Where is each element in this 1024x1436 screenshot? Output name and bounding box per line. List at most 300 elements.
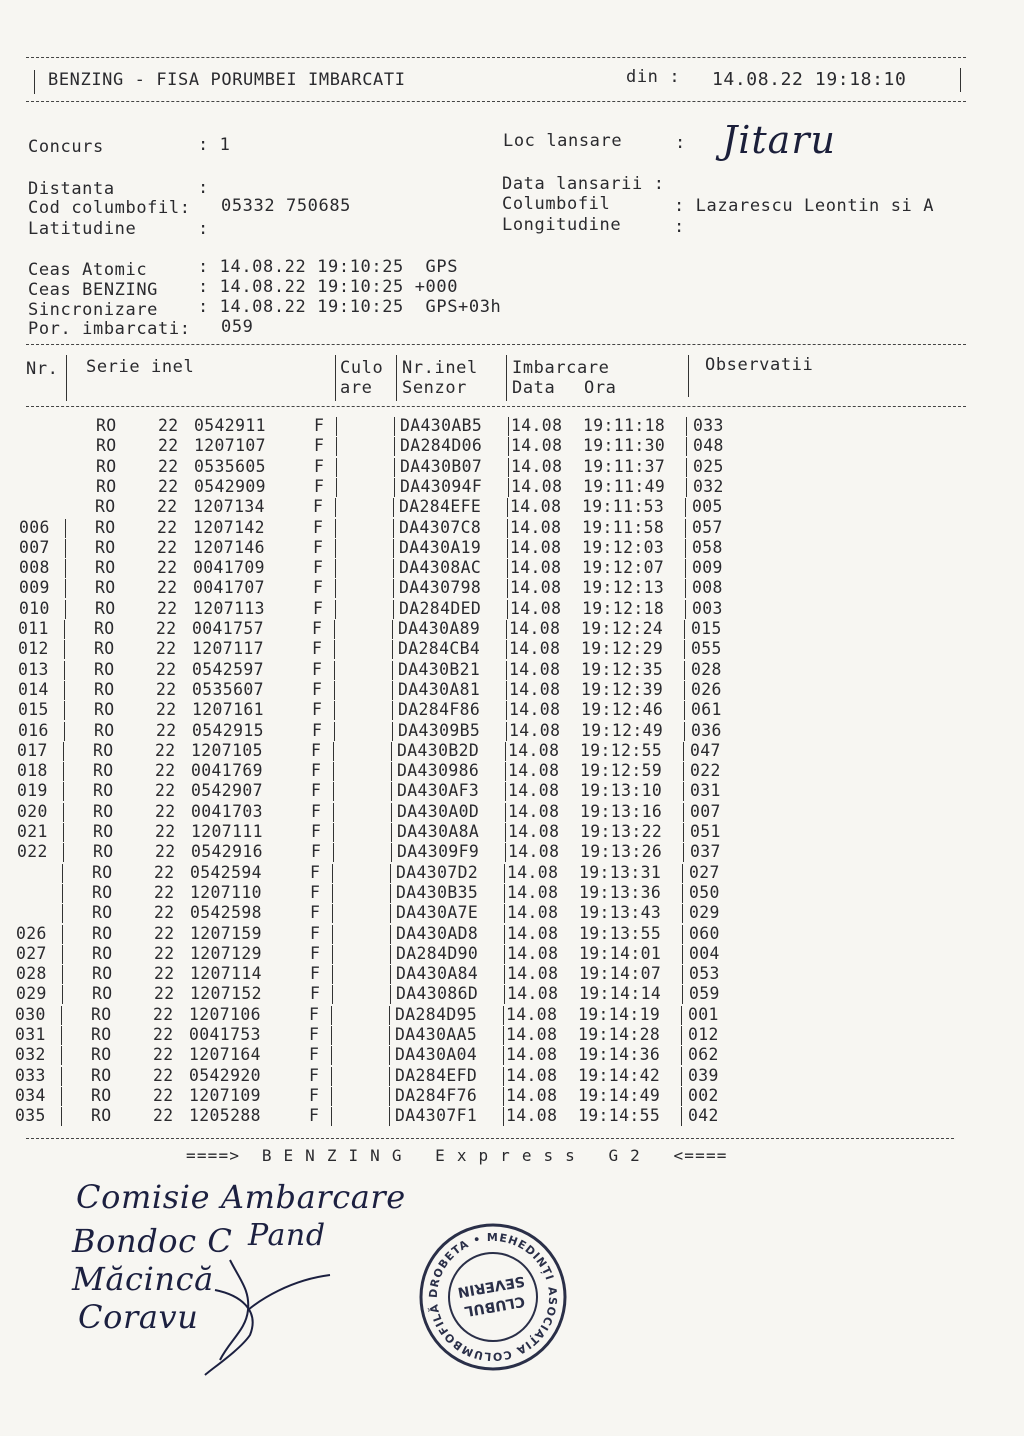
row-date: 14.08 [509,659,561,679]
row-year: 22 [154,923,175,943]
row-nr: 018 [17,761,48,781]
row-time: 19:14:19 [578,1004,661,1024]
obs-sep [686,458,687,477]
sensor-sep [393,498,394,517]
row-ring: 0542597 [192,659,264,679]
table-row [0,457,1024,477]
row-sensor: DA430A19 [399,537,482,557]
culo-sep [333,803,334,822]
row-country: RO [96,416,117,435]
ceas-atomic-value: : 14.08.22 19:10:25 GPS [198,257,459,277]
row-time: 19:13:43 [579,903,662,923]
row-ring: 0535605 [194,456,266,476]
por-imbarcati-label: Por. imbarcati: [28,319,191,339]
row-sensor: DA284D90 [396,943,479,963]
row-sensor: DA284F86 [398,700,481,720]
sensor-sep [391,782,392,801]
culo-sep [335,539,336,558]
obs-sep [683,782,684,801]
sincronizare-label: Sincronizare [28,300,159,320]
row-sensor: DA430B07 [400,456,483,476]
row-date: 14.08 [509,700,561,720]
row-country: RO [96,456,117,476]
culo-sep [333,823,334,842]
sensor-sep [392,722,393,741]
signature-line-commission: Comisie Ambarcare [76,1178,406,1216]
nr-sep [61,1067,62,1086]
longitudine-label: Longitudine [502,215,622,235]
culo-sep [334,722,335,741]
row-country: RO [94,700,115,720]
row-country: RO [92,943,113,963]
obs-sep [684,640,685,659]
row-obs: 027 [689,862,720,882]
culo-sep [332,945,333,964]
row-year: 22 [158,456,179,476]
row-country: RO [95,558,116,578]
row-time: 19:12:13 [582,578,665,598]
row-time: 19:14:55 [578,1106,661,1126]
sensor-sep [392,640,393,659]
col-divider [396,355,397,401]
culo-sep [336,478,337,497]
sensor-sep [390,965,391,984]
culo-sep [331,1026,332,1045]
row-sex: F [310,943,321,963]
row-sex: F [312,720,323,740]
col-nr-header: Nr. [26,359,59,379]
row-time: 19:11:18 [583,416,666,435]
row-nr: 035 [15,1106,46,1126]
row-sensor: DA43086D [396,984,479,1004]
date-sep [507,519,508,538]
nr-sep [61,1006,62,1025]
row-ring: 1207161 [192,700,264,720]
row-country: RO [95,537,116,557]
date-sep [505,843,506,862]
table-row [0,578,1024,598]
row-obs: 039 [688,1065,719,1085]
obs-sep [684,701,685,720]
nr-sep [63,782,64,801]
col-culo-header: Culo [340,358,384,378]
row-ring: 0542911 [194,416,266,435]
obs-sep [683,843,684,862]
row-year: 22 [155,781,176,801]
row-sex: F [314,456,325,476]
sensor-sep [390,985,391,1004]
obs-sep [682,945,683,964]
row-nr: 021 [17,822,48,841]
sensor-sep [389,1107,390,1126]
culo-sep [334,620,335,639]
obs-sep [685,519,686,538]
row-time: 19:12:49 [581,720,664,740]
culo-sep [331,1107,332,1126]
row-time: 19:12:03 [582,537,665,557]
stamp-circle-icon [406,1210,580,1384]
table-row [0,518,1024,538]
row-date: 14.08 [507,964,559,984]
row-year: 22 [156,659,177,679]
culo-sep [336,437,337,456]
row-ring: 0535607 [192,679,264,699]
row-time: 19:12:18 [582,598,665,618]
por-imbarcati-value: 059 [221,317,254,337]
date-sep [508,478,509,497]
row-date: 14.08 [506,1106,558,1126]
row-nr: 006 [19,517,50,537]
row-sensor: DA430B21 [398,659,481,679]
nr-sep [63,823,64,842]
table-row [0,822,1024,842]
row-year: 22 [154,882,175,902]
nr-sep [65,539,66,558]
row-time: 19:11:53 [582,497,665,517]
stamp-inner-line2: SEVERIN [456,1272,526,1300]
sensor-sep [392,701,393,720]
row-nr: 027 [16,943,47,963]
row-ring: 1207114 [190,964,262,984]
nr-sep [64,681,65,700]
obs-sep [681,1046,682,1065]
row-sensor: DA430A8A [397,822,480,841]
culo-sep [332,965,333,984]
signature-line-coravu: Coravu [78,1298,199,1336]
row-sensor: DA430A7E [396,903,479,923]
col-imbarcare-header: Imbarcare [512,358,610,378]
row-year: 22 [155,842,176,862]
row-country: RO [92,903,113,923]
row-date: 14.08 [509,720,561,740]
table-row [0,497,1024,517]
row-sex: F [311,842,322,862]
culo-sep [332,985,333,1004]
sensor-sep [394,478,395,497]
sensor-sep [391,762,392,781]
row-nr: 010 [19,598,50,618]
nr-sep [63,843,64,862]
table-row [0,924,1024,944]
row-nr: 017 [17,740,48,760]
sensor-sep [394,437,395,456]
row-sex: F [311,801,322,821]
row-date: 14.08 [507,943,559,963]
footer-banner: ====> B E N Z I N G E x p r e s s G 2 <==== [186,1146,728,1165]
row-obs: 004 [689,943,720,963]
date-sep [504,925,505,944]
sensor-sep [393,539,394,558]
culo-sep [336,458,337,477]
date-sep [504,884,505,903]
obs-sep [681,1067,682,1086]
nr-sep [64,640,65,659]
sensor-sep [391,843,392,862]
row-time: 19:14:01 [579,943,662,963]
row-ring: 0542915 [192,720,264,740]
signature-line-bondoc: Bondoc C [72,1222,233,1260]
date-sep [503,1006,504,1025]
table-row [0,599,1024,619]
row-time: 19:14:42 [578,1065,661,1085]
row-nr: 008 [19,558,50,578]
row-sensor: DA430A0D [397,801,480,821]
nr-sep [62,945,63,964]
table-row [0,619,1024,639]
row-sex: F [311,740,322,760]
row-sex: F [313,517,324,537]
row-time: 19:12:35 [581,659,664,679]
row-year: 22 [155,822,176,841]
row-sex: F [310,862,321,882]
row-sex: F [312,679,323,699]
columbofil-label: Columbofil [502,194,611,214]
row-sex: F [311,761,322,781]
row-ring: 0041757 [192,619,264,638]
table-row [0,416,1024,436]
row-date: 14.08 [507,923,559,943]
row-country: RO [91,1085,112,1105]
row-ring: 0542907 [191,781,263,801]
row-year: 22 [157,537,178,557]
row-obs: 029 [689,903,720,923]
date-sep [505,803,506,822]
row-sensor: DA430AB5 [400,416,483,435]
row-year: 22 [154,862,175,882]
table-row [0,558,1024,578]
row-country: RO [95,598,116,618]
culo-sep [335,600,336,619]
sensor-sep [393,579,394,598]
row-nr: 019 [17,781,48,801]
row-country: RO [95,578,116,598]
obs-sep [681,1026,682,1045]
table-row [0,944,1024,964]
obs-sep [685,579,686,598]
sensor-sep [392,681,393,700]
row-year: 22 [153,1045,174,1065]
row-sex: F [311,781,322,801]
row-date: 14.08 [509,679,561,699]
row-nr: 026 [16,923,47,943]
row-country: RO [95,497,116,517]
row-time: 19:14:07 [579,964,662,984]
row-time: 19:11:30 [583,436,666,456]
row-sensor: DA430986 [397,761,480,781]
row-ring: 1207113 [193,598,265,618]
header-right-bar [960,68,961,92]
row-sex: F [309,1065,320,1085]
row-sensor: DA430798 [399,578,482,598]
distanta-label: Distanta [28,179,115,199]
sensor-sep [389,1026,390,1045]
row-time: 19:11:58 [582,517,665,537]
row-time: 19:14:36 [578,1045,661,1065]
table-row [0,639,1024,659]
row-nr: 028 [16,964,47,984]
row-nr: 009 [19,578,50,598]
row-obs: 007 [690,801,721,821]
row-country: RO [93,822,114,841]
row-time: 19:13:22 [580,822,663,841]
row-date: 14.08 [506,1065,558,1085]
row-obs: 050 [689,882,720,902]
row-sensor: DA430A84 [396,964,479,984]
sensor-sep [390,864,391,883]
row-obs: 057 [692,517,723,537]
row-sex: F [311,822,322,841]
nr-sep [61,1087,62,1106]
row-year: 22 [154,943,175,963]
row-date: 14.08 [509,639,561,659]
row-year: 22 [156,679,177,699]
nr-sep [64,661,65,680]
table-row [0,1086,1024,1106]
date-sep [504,945,505,964]
col-divider [335,355,336,401]
table-row [0,741,1024,761]
row-ring: 1207109 [189,1085,261,1105]
col-senzor-header: Senzor [402,378,468,398]
row-year: 22 [156,639,177,659]
row-date: 14.08 [507,862,559,882]
sensor-sep [391,742,392,761]
row-country: RO [93,740,114,760]
row-sensor: DA284EFD [395,1065,478,1085]
row-ring: 1205288 [189,1106,261,1126]
loc-lansare-label: Loc lansare [503,131,623,151]
row-time: 19:12:24 [581,619,664,638]
row-country: RO [96,436,117,456]
concurs-value: : 1 [198,135,231,155]
nr-sep [62,884,63,903]
row-obs: 055 [691,639,722,659]
date-sep [503,1046,504,1065]
table-header-bottom-rule [26,406,966,407]
row-nr: 033 [15,1065,46,1085]
row-date: 14.08 [508,801,560,821]
row-sensor: DA4309F9 [397,842,480,862]
date-sep [508,417,509,436]
obs-sep [681,1107,682,1126]
row-ring: 1207117 [192,639,264,659]
date-sep [505,762,506,781]
row-time: 19:12:46 [581,700,664,720]
row-date: 14.08 [510,578,562,598]
culo-sep [336,417,337,436]
date-sep [508,437,509,456]
row-country: RO [96,476,117,496]
longitudine-value: : [674,217,685,237]
sensor-sep [389,1087,390,1106]
row-country: RO [91,1065,112,1085]
cod-label: Cod columbofil: [28,198,191,218]
nr-sep [65,579,66,598]
columbofil-value: : Lazarescu Leontin si A [674,196,935,216]
loc-lansare-colon: : [675,133,686,153]
culo-sep [335,498,336,517]
row-obs: 012 [688,1025,719,1044]
table-row [0,781,1024,801]
date-sep [506,620,507,639]
row-obs: 051 [690,822,721,841]
date-sep [504,965,505,984]
row-nr: 030 [15,1004,46,1024]
row-country: RO [92,862,113,882]
row-obs: 025 [693,456,724,476]
row-obs: 042 [688,1106,719,1126]
nr-sep [61,1026,62,1045]
row-ring: 1207164 [189,1045,261,1065]
table-row [0,984,1024,1004]
obs-sep [684,620,685,639]
row-sex: F [313,558,324,578]
row-date: 14.08 [506,1045,558,1065]
row-year: 22 [157,558,178,578]
sensor-sep [390,945,391,964]
sensor-sep [390,925,391,944]
row-country: RO [93,761,114,781]
row-sensor: DA430A81 [398,679,481,699]
col-data-header: Data [512,378,556,398]
row-obs: 036 [691,720,722,740]
row-ring: 0041707 [193,578,265,598]
row-year: 22 [153,1065,174,1085]
culo-sep [333,742,334,761]
row-year: 22 [154,964,175,984]
row-sex: F [310,964,321,984]
nr-sep [62,904,63,923]
date-sep [503,1087,504,1106]
culo-sep [331,1046,332,1065]
date-sep [506,681,507,700]
date-sep [506,722,507,741]
row-country: RO [93,842,114,862]
sensor-sep [393,600,394,619]
row-year: 22 [155,761,176,781]
row-year: 22 [153,1025,174,1044]
row-ring: 0041769 [191,761,263,781]
col-divider [506,355,507,401]
row-time: 19:12:39 [581,679,664,699]
row-year: 22 [155,801,176,821]
row-nr: 015 [18,700,49,720]
table-row [0,761,1024,781]
row-sensor: DA4307F1 [395,1106,478,1126]
date-sep [504,985,505,1004]
date-sep [507,579,508,598]
row-obs: 061 [691,700,722,720]
col-ora-header: Ora [584,378,617,398]
table-row [0,660,1024,680]
row-date: 14.08 [510,558,562,578]
obs-sep [684,661,685,680]
nr-sep [65,519,66,538]
row-ring: 1207111 [191,822,263,841]
row-year: 22 [157,517,178,537]
table-bottom-rule [26,1138,954,1139]
row-ring: 1207107 [194,436,266,456]
row-obs: 008 [692,578,723,598]
culo-sep [333,843,334,862]
row-nr: 007 [19,537,50,557]
obs-sep [686,437,687,456]
row-sensor: DA284D95 [395,1004,478,1024]
latitudine-label: Latitudine [28,219,137,239]
row-date: 14.08 [508,822,560,841]
din-label: din : [626,67,681,87]
row-year: 22 [157,578,178,598]
